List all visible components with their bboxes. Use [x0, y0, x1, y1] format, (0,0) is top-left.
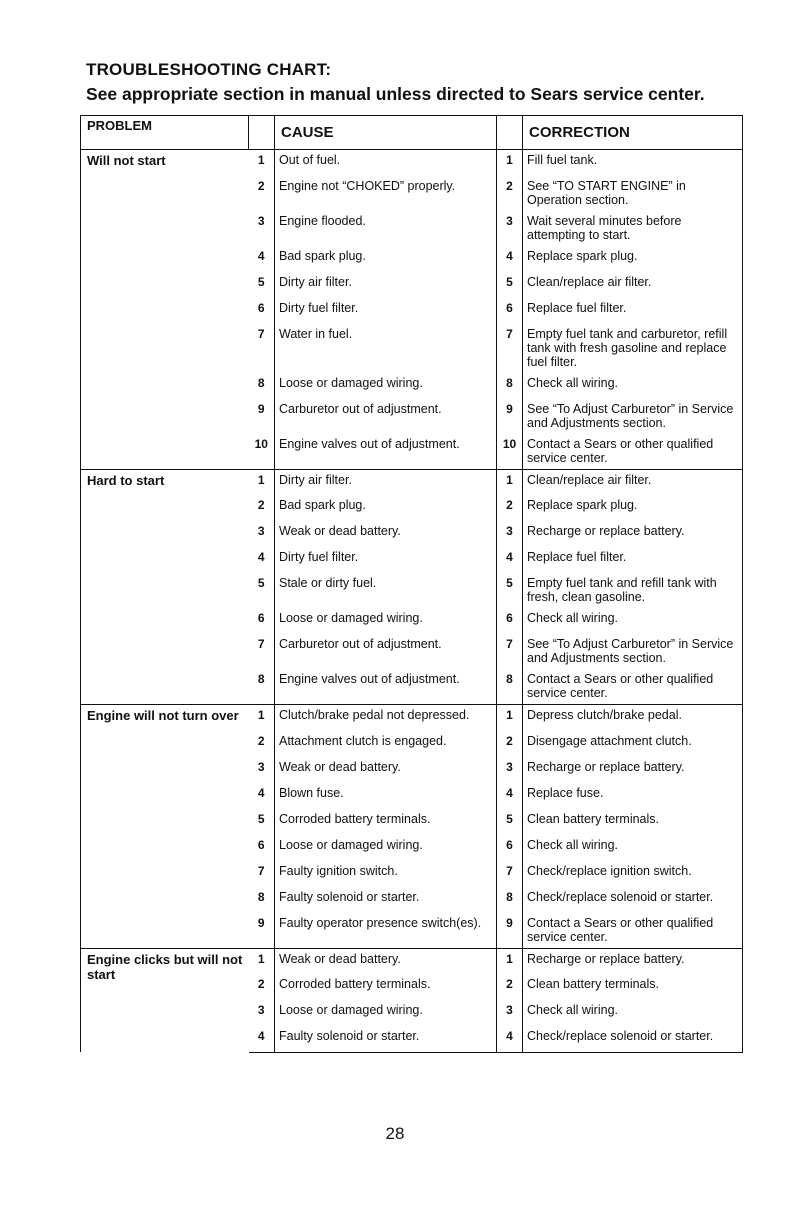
cause-number: 5: [249, 272, 275, 298]
problem-cell: Engine will not turn over: [81, 705, 249, 949]
cause-number: 9: [249, 399, 275, 434]
cause-cell: Dirty fuel filter.: [275, 298, 497, 324]
cause-cell: Bad spark plug.: [275, 246, 497, 272]
cause-number: 9: [249, 913, 275, 949]
cause-cell: Engine flooded.: [275, 211, 497, 246]
cause-number: 7: [249, 324, 275, 373]
cause-number: 2: [249, 731, 275, 757]
correction-number: 7: [497, 634, 523, 669]
cause-cell: Water in fuel.: [275, 324, 497, 373]
cause-number: 4: [249, 1026, 275, 1052]
cause-number: 2: [249, 974, 275, 1000]
cause-cell: Clutch/brake pedal not depressed.: [275, 705, 497, 731]
correction-number: 8: [497, 887, 523, 913]
correction-cell: Empty fuel tank and refill tank with fresh, clean gasoline.: [523, 573, 743, 608]
cause-cell: Faulty solenoid or starter.: [275, 887, 497, 913]
cause-number: 7: [249, 861, 275, 887]
cause-number: 3: [249, 1000, 275, 1026]
table-header-row: [81, 116, 743, 150]
correction-cell: Empty fuel tank and carburetor, refill tank with fresh gasoline and replace fuel filter.: [523, 324, 743, 373]
cause-number: 1: [249, 948, 275, 974]
cause-cell: Weak or dead battery.: [275, 521, 497, 547]
correction-number: 4: [497, 547, 523, 573]
correction-number: 6: [497, 835, 523, 861]
correction-cell: Check/replace solenoid or starter.: [523, 887, 743, 913]
correction-cell: Contact a Sears or other qualified service center.: [523, 913, 743, 949]
correction-number: 4: [497, 1026, 523, 1052]
correction-cell: Recharge or replace battery.: [523, 948, 743, 974]
correction-number: 7: [497, 324, 523, 373]
cause-cell: Loose or damaged wiring.: [275, 1000, 497, 1026]
page-subtitle: See appropriate section in manual unless directed to Sears service center.: [86, 84, 705, 104]
column-header-correction: CORRECTION: [523, 116, 743, 150]
cause-number: 8: [249, 887, 275, 913]
correction-cell: Check all wiring.: [523, 373, 743, 399]
page-number: 28: [385, 1124, 405, 1143]
cause-cell: Bad spark plug.: [275, 495, 497, 521]
correction-number: 8: [497, 373, 523, 399]
correction-cell: See “To Adjust Carburetor” in Service and Adjustments section.: [523, 399, 743, 434]
cause-cell: Stale or dirty fuel.: [275, 573, 497, 608]
table-body: [81, 150, 743, 1053]
cause-cell: Weak or dead battery.: [275, 757, 497, 783]
correction-cell: Check/replace ignition switch.: [523, 861, 743, 887]
correction-number: 6: [497, 298, 523, 324]
cause-cell: Weak or dead battery.: [275, 948, 497, 974]
correction-number: 7: [497, 861, 523, 887]
correction-cell: Wait several minutes before attempting to start.: [523, 211, 743, 246]
cause-number: 1: [249, 469, 275, 495]
cause-number: 3: [249, 521, 275, 547]
cause-cell: Carburetor out of adjustment.: [275, 634, 497, 669]
column-header-correction-number: [497, 116, 523, 150]
cause-cell: Engine valves out of adjustment.: [275, 669, 497, 705]
correction-cell: See “TO START ENGINE” in Operation section.: [523, 176, 743, 211]
cause-cell: Faulty solenoid or starter.: [275, 1026, 497, 1052]
correction-number: 10: [497, 434, 523, 470]
cause-cell: Engine not “CHOKED” properly.: [275, 176, 497, 211]
correction-number: 3: [497, 757, 523, 783]
correction-cell: Replace fuse.: [523, 783, 743, 809]
correction-number: 5: [497, 809, 523, 835]
correction-cell: Recharge or replace battery.: [523, 757, 743, 783]
column-header-cause: CAUSE: [275, 116, 497, 150]
cause-number: 1: [249, 705, 275, 731]
cause-cell: Loose or damaged wiring.: [275, 835, 497, 861]
correction-number: 2: [497, 176, 523, 211]
correction-cell: Replace fuel filter.: [523, 298, 743, 324]
correction-cell: Replace fuel filter.: [523, 547, 743, 573]
cause-cell: Blown fuse.: [275, 783, 497, 809]
correction-cell: Check all wiring.: [523, 1000, 743, 1026]
cause-cell: Dirty fuel filter.: [275, 547, 497, 573]
correction-number: 1: [497, 150, 523, 176]
correction-number: 9: [497, 913, 523, 949]
cause-number: 5: [249, 809, 275, 835]
cause-number: 5: [249, 573, 275, 608]
cause-cell: Loose or damaged wiring.: [275, 608, 497, 634]
correction-number: 1: [497, 948, 523, 974]
correction-number: 3: [497, 521, 523, 547]
cause-number: 4: [249, 547, 275, 573]
cause-number: 6: [249, 608, 275, 634]
cause-number: 4: [249, 783, 275, 809]
problem-cell: Will not start: [81, 150, 249, 470]
correction-number: 2: [497, 495, 523, 521]
cause-number: 1: [249, 150, 275, 176]
cause-cell: Faulty operator presence switch(es).: [275, 913, 497, 949]
cause-number: 3: [249, 211, 275, 246]
cause-cell: Attachment clutch is engaged.: [275, 731, 497, 757]
cause-number: 10: [249, 434, 275, 470]
correction-number: 8: [497, 669, 523, 705]
problem-cell: Engine clicks but will not start: [81, 948, 249, 1052]
cause-number: 3: [249, 757, 275, 783]
cause-number: 2: [249, 495, 275, 521]
cause-cell: Engine valves out of adjustment.: [275, 434, 497, 470]
cause-cell: Corroded battery terminals.: [275, 809, 497, 835]
cause-cell: Carburetor out of adjustment.: [275, 399, 497, 434]
correction-cell: See “To Adjust Carburetor” in Service and Adjustments section.: [523, 634, 743, 669]
cause-number: 6: [249, 835, 275, 861]
cause-number: 4: [249, 246, 275, 272]
correction-cell: Depress clutch/brake pedal.: [523, 705, 743, 731]
correction-number: 1: [497, 705, 523, 731]
correction-cell: Replace spark plug.: [523, 246, 743, 272]
correction-number: 4: [497, 783, 523, 809]
correction-number: 5: [497, 573, 523, 608]
correction-cell: Disengage attachment clutch.: [523, 731, 743, 757]
correction-number: 5: [497, 272, 523, 298]
cause-cell: Dirty air filter.: [275, 272, 497, 298]
column-header-problem: PROBLEM: [81, 116, 249, 150]
table-row: [81, 150, 743, 176]
correction-cell: Fill fuel tank.: [523, 150, 743, 176]
correction-cell: Recharge or replace battery.: [523, 521, 743, 547]
cause-number: 2: [249, 176, 275, 211]
table-row: [81, 705, 743, 731]
correction-cell: Contact a Sears or other qualified service center.: [523, 669, 743, 705]
page-title: TROUBLESHOOTING CHART:: [86, 60, 332, 79]
cause-number: 7: [249, 634, 275, 669]
correction-cell: Clean battery terminals.: [523, 974, 743, 1000]
cause-number: 8: [249, 373, 275, 399]
table-row: [81, 469, 743, 495]
correction-cell: Contact a Sears or other qualified service center.: [523, 434, 743, 470]
correction-number: 3: [497, 1000, 523, 1026]
cause-cell: Out of fuel.: [275, 150, 497, 176]
correction-number: 9: [497, 399, 523, 434]
cause-number: 8: [249, 669, 275, 705]
cause-cell: Loose or damaged wiring.: [275, 373, 497, 399]
column-header-cause-number: [249, 116, 275, 150]
cause-cell: Dirty air filter.: [275, 469, 497, 495]
correction-number: 2: [497, 731, 523, 757]
correction-cell: Check all wiring.: [523, 608, 743, 634]
correction-number: 4: [497, 246, 523, 272]
correction-number: 2: [497, 974, 523, 1000]
troubleshooting-table: [80, 115, 743, 1053]
correction-number: 3: [497, 211, 523, 246]
correction-cell: Replace spark plug.: [523, 495, 743, 521]
correction-cell: Clean/replace air filter.: [523, 272, 743, 298]
correction-cell: Check all wiring.: [523, 835, 743, 861]
correction-cell: Clean/replace air filter.: [523, 469, 743, 495]
correction-number: 1: [497, 469, 523, 495]
correction-cell: Check/replace solenoid or starter.: [523, 1026, 743, 1052]
correction-cell: Clean battery terminals.: [523, 809, 743, 835]
table-row: [81, 948, 743, 974]
cause-cell: Faulty ignition switch.: [275, 861, 497, 887]
cause-number: 6: [249, 298, 275, 324]
cause-cell: Corroded battery terminals.: [275, 974, 497, 1000]
problem-cell: Hard to start: [81, 469, 249, 705]
correction-number: 6: [497, 608, 523, 634]
